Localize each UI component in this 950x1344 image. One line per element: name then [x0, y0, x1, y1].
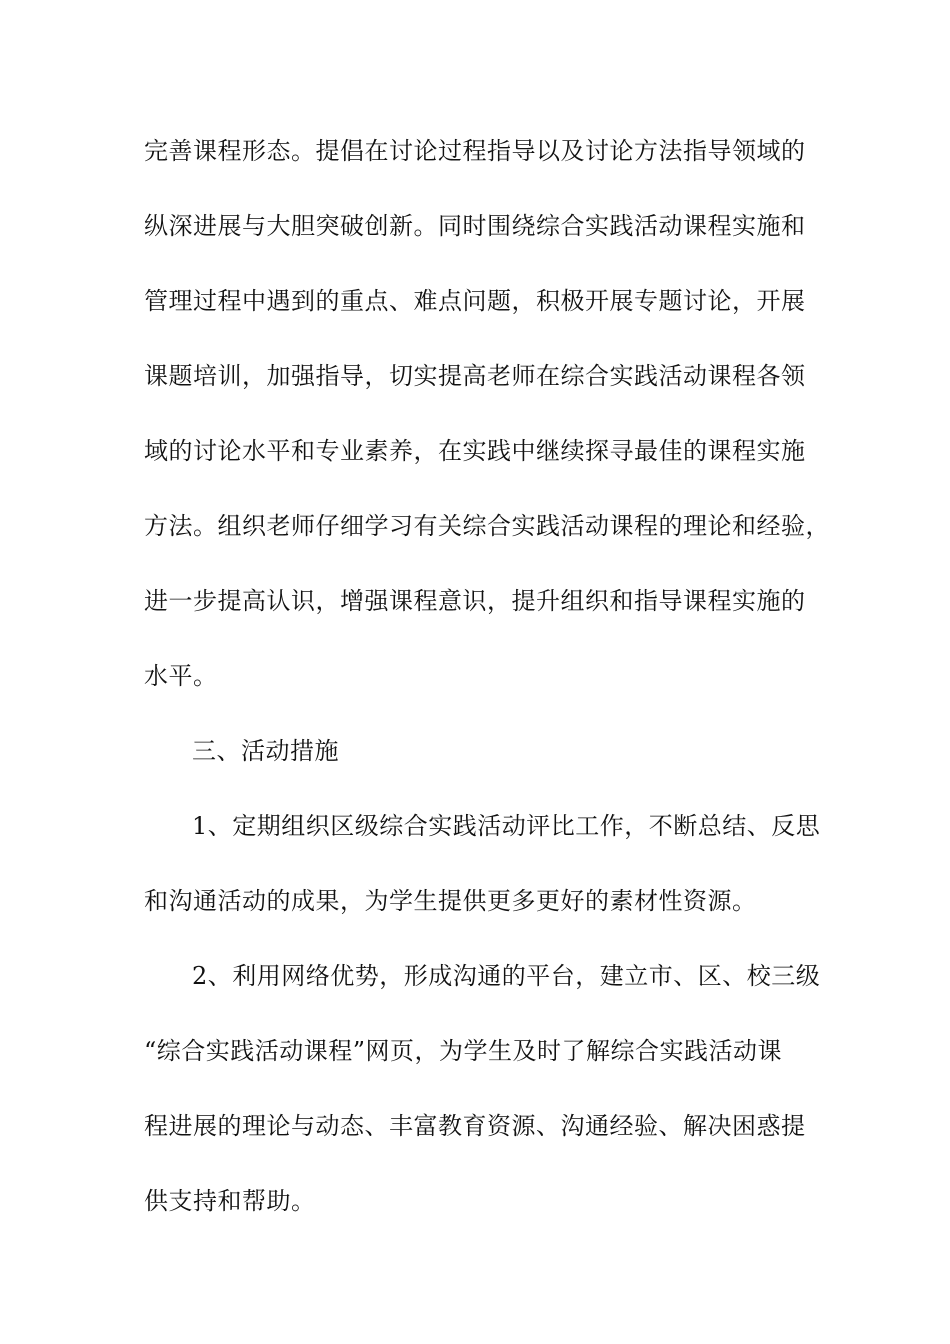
list-item-line: 2、利用网络优势，形成沟通的平台，建立市、区、校三级: [192, 962, 821, 990]
paragraph-line: 管理过程中遇到的重点、难点问题，积极开展专题讨论，开展: [144, 287, 806, 315]
list-item-line: 供支持和帮助。: [144, 1187, 316, 1215]
paragraph-line: 进一步提高认识，增强课程意识，提升组织和指导课程实施的: [144, 587, 806, 615]
paragraph-line: 纵深进展与大胆突破创新。同时围绕综合实践活动课程实施和: [144, 212, 806, 240]
paragraph-line: 方法。组织老师仔细学习有关综合实践活动课程的理论和经验，: [144, 512, 830, 540]
section-heading: 三、活动措施: [192, 737, 339, 765]
list-item-line: 1、定期组织区级综合实践活动评比工作，不断总结、反思: [192, 812, 821, 840]
list-item-line: 和沟通活动的成果，为学生提供更多更好的素材性资源。: [144, 887, 757, 915]
paragraph-line: 水平。: [144, 662, 218, 690]
paragraph-line: 域的讨论水平和专业素养，在实践中继续探寻最佳的课程实施: [144, 437, 806, 465]
paragraph-line: 课题培训，加强指导，切实提高老师在综合实践活动课程各领: [144, 362, 806, 390]
list-item-line: 程进展的理论与动态、丰富教育资源、沟通经验、解决困惑提: [144, 1112, 806, 1140]
list-item-line: “综合实践活动课程”网页，为学生及时了解综合实践活动课: [144, 1037, 783, 1065]
paragraph-line: 完善课程形态。提倡在讨论过程指导以及讨论方法指导领域的: [144, 137, 806, 165]
